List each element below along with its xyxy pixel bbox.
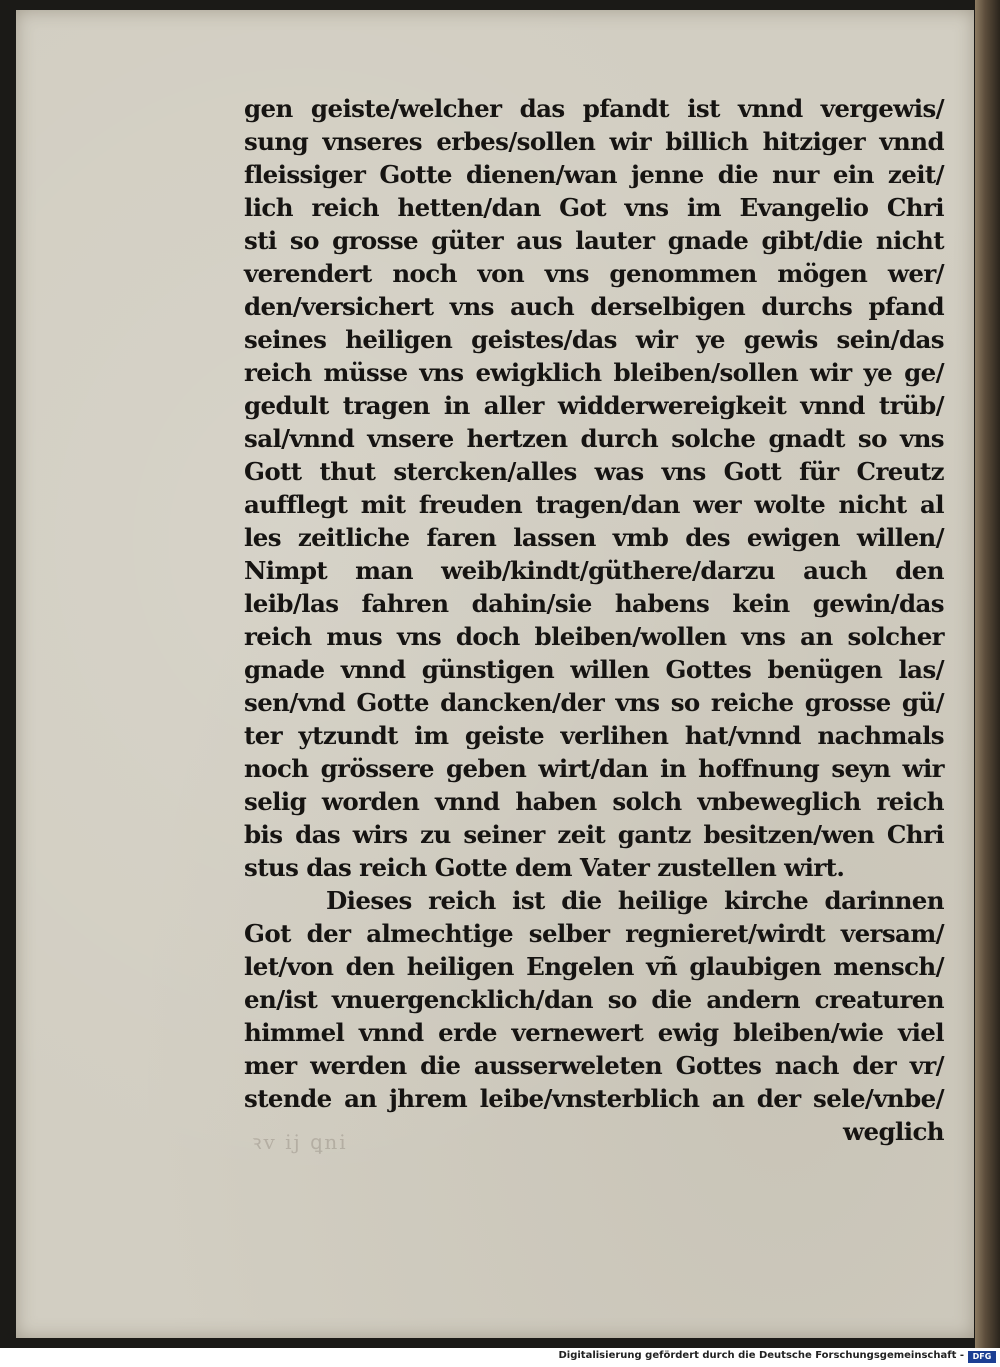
text-line: aufflegt mit freuden tragen/dan wer wolte nicht al [244, 490, 944, 519]
dfg-logo: DFG [968, 1351, 996, 1363]
text-line: Gott thut stercken/alles was vns Gott für Creutz [244, 457, 944, 486]
funding-notice: Digitalisierung gefördert durch die Deutsche Forschungsgemeinschaft - [558, 1350, 964, 1361]
text-line: reich mus vns doch bleiben/wollen vns an solcher [244, 622, 944, 651]
text-line: let/von den heiligen Engelen vñ glaubigen mensch/ [244, 952, 944, 981]
text-line: verendert noch von vns genommen mögen wer/ [244, 259, 944, 288]
book-edge [975, 0, 1000, 1348]
text-line: sal/vnnd vnsere hertzen durch solche gnadt so vns [244, 424, 944, 453]
text-line: en/ist vnuergencklich/dan so die andern creaturen [244, 985, 944, 1014]
text-line: fleissiger Gotte dienen/wan jenne die nur ein zeit/ [244, 160, 944, 189]
text-line: lich reich hetten/dan Got vns im Evangelio Chri [244, 193, 944, 222]
text-line: Nimpt man weib/kindt/güthere/darzu auch den [244, 556, 944, 585]
text-line: Got der almechtige selber regnieret/wirdt versam/ [244, 919, 944, 948]
text-line: gedult tragen in aller widderwereigkeit vnnd trüb/ [244, 391, 944, 420]
signature-mark: ꝛv ij ꝗni [252, 1130, 348, 1154]
text-line: leib/las fahren dahin/sie habens kein gewin/das [244, 589, 944, 618]
footer-bar [0, 1348, 1000, 1367]
text-line: stende an jhrem leibe/vnsterblich an der sele/vnbe/ [244, 1084, 944, 1113]
text-line: sen/vnd Gotte dancken/der vns so reiche grosse gü/ [244, 688, 944, 717]
text-line: ter ytzundt im geiste verlihen hat/vnnd nachmals [244, 721, 944, 750]
book-page [16, 10, 974, 1338]
text-line: reich müsse vns ewigklich bleiben/sollen wir ye ge/ [244, 358, 944, 387]
text-line: sung vnseres erbes/sollen wir billich hitziger vnnd [244, 127, 944, 156]
text-line: stus das reich Gotte dem Vater zustellen wirt. [244, 853, 845, 882]
text-line: sti so grosse güter aus lauter gnade gibt/die nicht [244, 226, 944, 255]
text-line: mer werden die ausserweleten Gottes nach der vr/ [244, 1051, 944, 1080]
catchword: weglich [843, 1117, 944, 1146]
text-line: seines heiligen geistes/das wir ye gewis sein/das [244, 325, 944, 354]
text-line: den/versichert vns auch derselbigen durchs pfand [244, 292, 944, 321]
text-line: gnade vnnd günstigen willen Gottes benügen las/ [244, 655, 944, 684]
text-line: himmel vnnd erde vernewert ewig bleiben/wie viel [244, 1018, 944, 1047]
text-line: selig worden vnnd haben solch vnbeweglich reich [244, 787, 944, 816]
text-line: bis das wirs zu seiner zeit gantz besitzen/wen Chri [244, 820, 944, 849]
text-line: noch grössere geben wirt/dan in hoffnung seyn wir [244, 754, 944, 783]
text-line-paragraph-start: Dieses reich ist die heilige kirche darinnen [326, 886, 944, 915]
text-line: les zeitliche faren lassen vmb des ewigen willen/ [244, 523, 944, 552]
text-line: gen geiste/welcher das pfandt ist vnnd vergewis/ [244, 94, 944, 123]
